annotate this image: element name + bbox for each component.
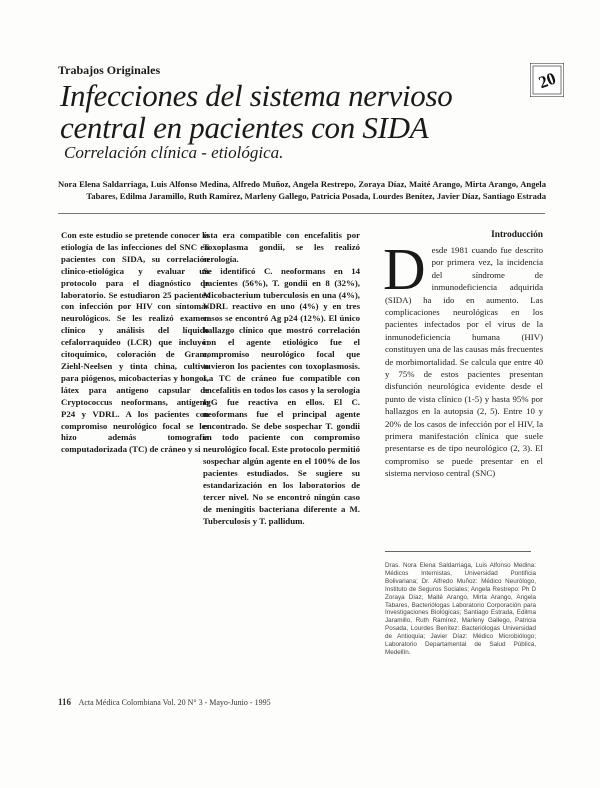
page-number: 116	[58, 697, 72, 707]
page-footer	[58, 697, 271, 707]
section-label: Trabajos Originales	[58, 63, 161, 77]
introduction-heading: Introducción	[491, 230, 543, 240]
footnote-divider	[385, 551, 531, 552]
author-affiliations: Dras. Nora Elena Saldarriaga, Luis Alfonso Medina: Médicos Internistas, Universidad Pontificia Bolivariana; Dr. Alfredo Muñoz: Médico Neurólogo, Instituto de Seguros Sociales; Angela Restrepo: Ph D Zoraya Díaz, Maité Arango, Mirta Arango, Angela Tabares, Bacteriólogas Laboratorio Corporación para Investigaciones Biológicas; Santiago Estrada, Edilma Jaramillo, Ruth Ramírez, Marleny Gallego, Patricia Posada, Lourdes Benítez: Bacteriólogas Universidad de Antioquia; Javier Díaz: Médico Microbiólogo; Laboratorio Departamental de Salud Pública, Medellín.	[385, 562, 536, 656]
article-subtitle: Correlación clínica - etiológica.	[64, 143, 284, 162]
article-number-badge	[530, 63, 564, 97]
abstract-column-2	[203, 230, 360, 528]
abstract-paragraph-2a: ésta era compatible con encefalitis por Toxoplasma gondii, se les realizó serología.	[203, 230, 360, 264]
article-title: Infecciones del sistema nervioso central en pacientes con SIDA	[60, 78, 453, 145]
abstract-paragraph-2b: Se identificó C. neoformans en 14 pacientes (56%), T. gondii en 8 (32%), Micobacterium tuberculosis en una (4%), VDRL reactivo en uno (4%) y en tres casos se encontró Ag p24 (12%). El único hallazgo clínico que mostró correlación con el agente etiológico fue el compromiso neurológico focal que tuvieron los pacientes con toxoplasmosis. La TC de cráneo fue compatible con encefalitis en todos los casos y la serología IgG fue reactiva en ellos. El C. neoformans fue el principal agente encontrado. Se debe sospechar T. gondii en todo paciente con compromiso neurológico focal. Este protocolo permitió sospechar algún agente en el 100% de los pacientes estudiados. Se sugiere su estandarización en los laboratorios de tercer nivel. No se encontró ningún caso de meningitis bacteriana diferente a M. Tuberculosis y T. pallidum.	[203, 265, 360, 526]
journal-citation: Acta Médica Colombiana Vol. 20 N° 3 - Mayo-Junio - 1995	[78, 698, 271, 707]
abstract-column-1	[61, 230, 209, 456]
introduction-body: esde 1981 cuando fue descrito por primera vez, la incidencia del síndrome de inmunodeficiencia adquirida (SIDA) ha ido en aumento. Las complicaciones neurológicas en los pacientes infectados por el virus de la inmunodeficiencia humana (HIV) constituyen una de las causas más frecuentes de morbimortalidad. Se calcula que entre 40 y 75% de estos pacientes presentan disfunción neurológica evidente desde el punto de vista clínico (1-5) y hasta 95% por hallazgos en la autopsia (2, 5). Entre 10 y 20% de los casos de infección por el HIV, la primera manifestación clínica que suele presentarse es de tipo neurológico (2, 3). El compromiso se puede presentar en el sistema nervioso central (SNC)	[385, 244, 543, 479]
abstract-paragraph-1: Con este estudio se pretende conocer la etiología de las infecciones del SNC en pacientes con SIDA, su correlación clínico-etiológica y evaluar un protocolo para el diagnóstico de laboratorio. Se estudiaron 25 pacientes con infección por HIV con síntomas neurológicos. Se les realizó examen clínico y análisis del líquido cefalorraquídeo (LCR) que incluyó: citoquímico, coloración de Gram, Ziehl-Neelsen y tinta china, cultivo para piógenos, micobacterias y hongos, látex para antígeno capsular de Cryptococcus neoformans, antígeno P24 y VDRL. A los pacientes con compromiso neurológico focal se les hizo además tomografía computadorizada (TC) de cráneo y si	[61, 230, 209, 455]
drop-cap: D	[383, 235, 426, 302]
introduction-column	[385, 230, 543, 480]
header-divider	[58, 213, 545, 214]
author-list: Nora Elena Saldarriaga, Luis Alfonso Medina, Alfredo Muñoz, Angela Restrepo, Zoraya Díaz, Maité Arango, Mirta Arango, Angela Tabares, Edilma Jaramillo, Ruth Ramírez, Marleny Gallego, Patricia Posada, Lourdes Benítez, Javier Díaz, Santiago Estrada	[58, 179, 546, 202]
badge-number: 20	[535, 68, 559, 93]
